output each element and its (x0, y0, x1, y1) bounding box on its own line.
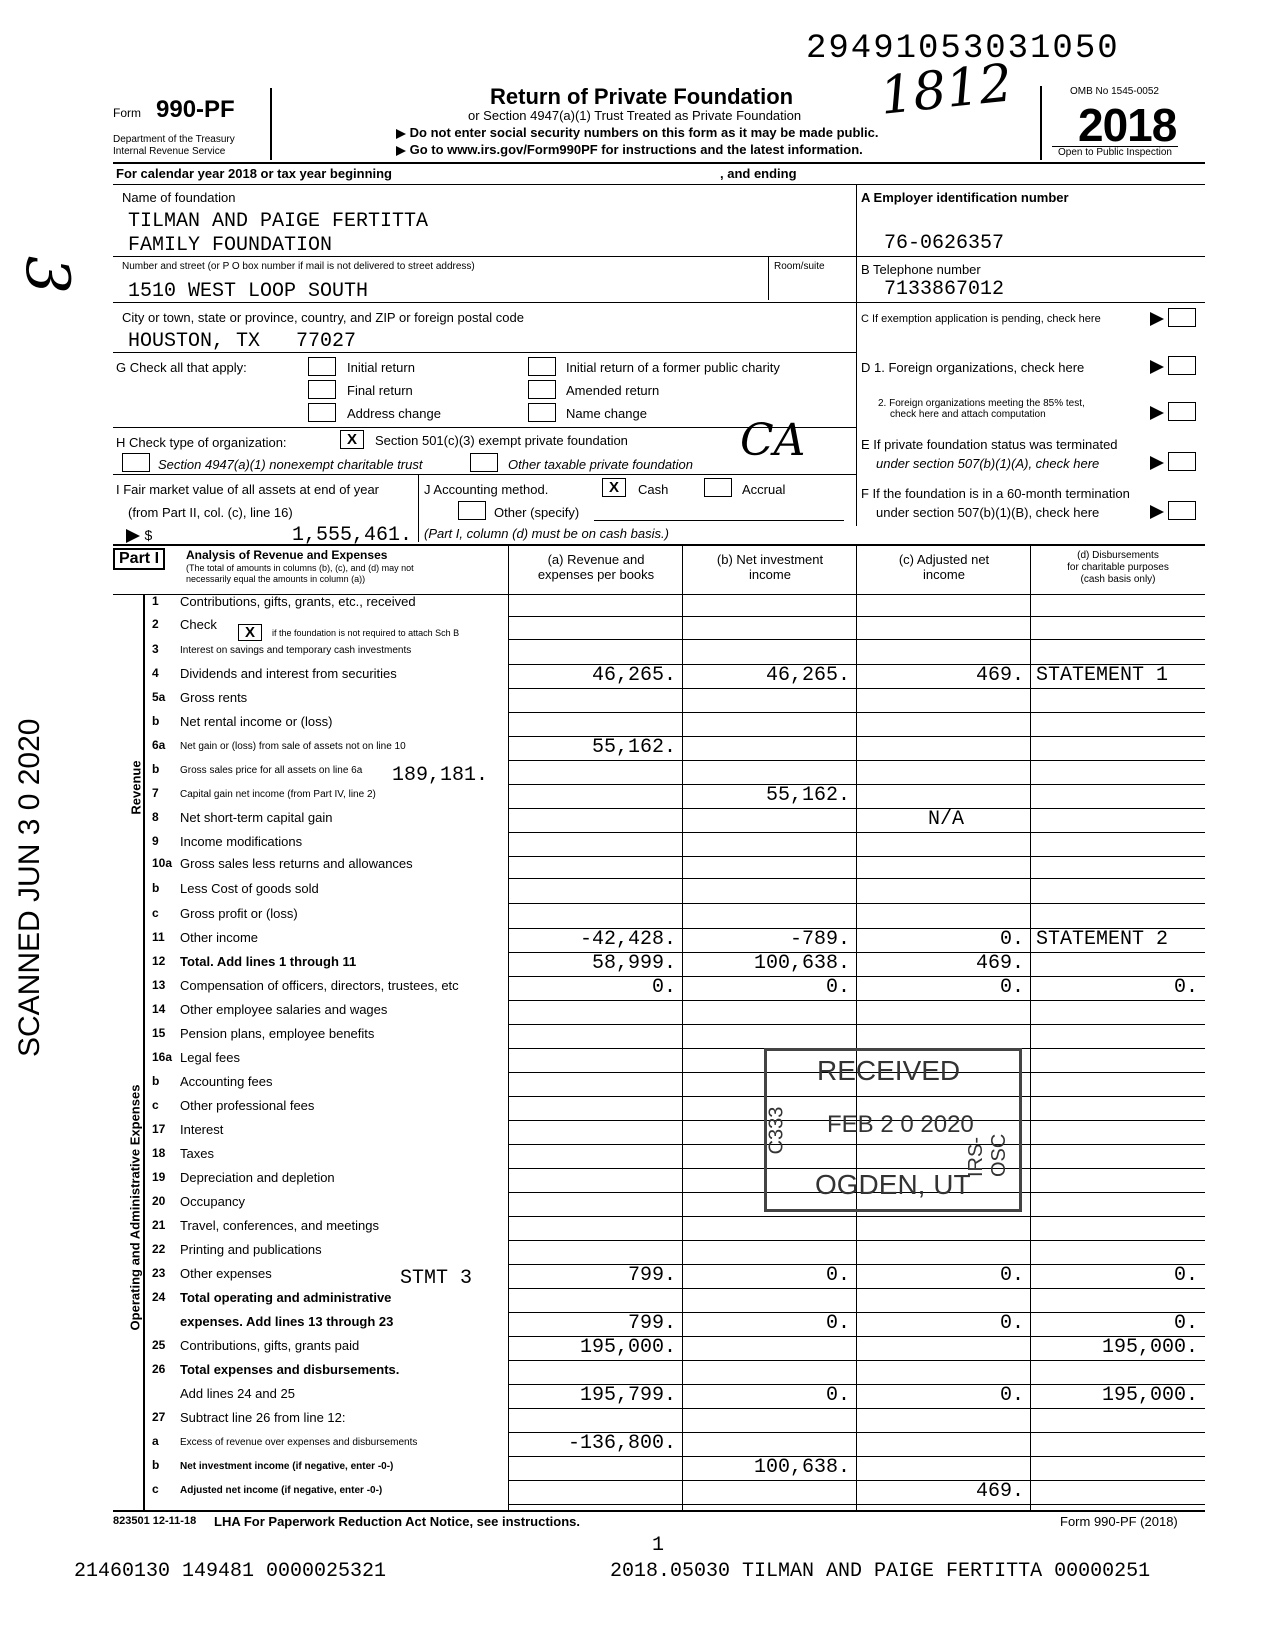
line-number: 4 (152, 666, 159, 680)
line-number: b (152, 1074, 160, 1088)
line-label: Gross rents (180, 690, 248, 705)
line-label: Compensation of officers, directors, trustees, etc (180, 978, 459, 993)
line-number: 24 (152, 1290, 166, 1304)
expenses-side-label: Operating and Administrative Expenses (127, 1084, 143, 1331)
part1-title: Analysis of Revenue and Expenses (186, 548, 388, 562)
line-label: Interest (180, 1122, 224, 1137)
cell-a: 799. (627, 1312, 676, 1335)
line-number: c (152, 1482, 159, 1496)
arrow-icon (1150, 456, 1164, 470)
cell-b: 0. (825, 1384, 850, 1407)
line-number: 22 (152, 1242, 166, 1256)
cell-d: STATEMENT 1 (1036, 664, 1169, 687)
line-number: 1 (152, 594, 159, 608)
row-rule (508, 688, 1205, 689)
cell-b: 100,638. (753, 1456, 850, 1479)
line-number: 11 (152, 930, 165, 944)
cell-d: 0. (1173, 1312, 1198, 1335)
line-label: Occupancy (180, 1194, 246, 1209)
line-number: b (152, 881, 160, 895)
address-change-checkbox[interactable] (308, 403, 336, 422)
line-label: Total operating and administrative (180, 1290, 392, 1305)
line-number: 17 (152, 1122, 166, 1136)
line-label: Income modifications (180, 834, 303, 849)
cell-b: 55,162. (765, 784, 850, 807)
org-type-label: H Check type of organization: (116, 435, 287, 450)
street-label: Number and street (or P O box number if mail is not delivered to street address) (122, 261, 475, 272)
row-rule (508, 1480, 1205, 1481)
line-label: Travel, conferences, and meetings (180, 1218, 379, 1233)
initial-return-label: Initial return (347, 360, 415, 375)
line-number: 15 (152, 1026, 166, 1040)
line-number: 5a (152, 690, 166, 704)
handwritten-side-mark: 3 (12, 255, 83, 295)
cell-d: 195,000. (1101, 1336, 1198, 1359)
sixty-month-label: F If the foundation is in a 60-month termination (861, 486, 1130, 501)
row-rule (508, 832, 1205, 833)
cell-b: 0. (825, 1264, 850, 1287)
notice-ssn: Do not enter social security numbers on this form as it may be made public. (396, 125, 878, 140)
section-4947-label: Section 4947(a)(1) nonexempt charitable trust (158, 457, 423, 472)
line-label: Interest on savings and temporary cash investments (180, 645, 412, 656)
line-label: Excess of revenue over expenses and disbursements (180, 1437, 418, 1448)
handwritten-ca-mark: CA (740, 415, 806, 466)
line-number: 20 (152, 1194, 166, 1208)
initial-return-checkbox[interactable] (308, 357, 336, 376)
line-number: 2 (152, 617, 159, 631)
line-label: Legal fees (180, 1050, 240, 1065)
line-label: Other expenses (180, 1266, 272, 1281)
row-rule (508, 1456, 1205, 1457)
part1-badge: Part I (113, 548, 165, 570)
dept-irs: Internal Revenue Service (113, 146, 226, 157)
line-label: Contributions, gifts, grants, etc., received (180, 594, 416, 609)
section-4947-checkbox[interactable] (122, 453, 150, 472)
row-rule (508, 1216, 1205, 1217)
fmv-label: I Fair market value of all assets at end of year (116, 482, 380, 497)
street-address: 1510 WEST LOOP SOUTH (128, 280, 369, 303)
final-return-checkbox[interactable] (308, 380, 336, 399)
sch-b-note: if the foundation is not required to attach Sch B (272, 628, 460, 638)
line-number: b (152, 762, 160, 776)
line-number: 3 (152, 642, 159, 656)
row-rule (508, 712, 1205, 713)
line-number: a (152, 1434, 159, 1448)
footer-line-right: 2018.05030 TILMAN AND PAIGE FERTITTA 00000251 (610, 1560, 1151, 1583)
col-d-header: (d) Disbursements for charitable purposes (cash basis only) (1067, 550, 1169, 585)
line-label: Subtract line 26 from line 12: (180, 1410, 346, 1425)
line-label: Gross sales price for all assets on line 6a (180, 765, 363, 776)
line-number: 14 (152, 1002, 166, 1016)
city-state-zip: HOUSTON, TX 77027 (128, 330, 357, 353)
line-label: Net gain or (loss) from sale of assets not on line 10 (180, 741, 406, 752)
line-number: 10a (152, 856, 173, 870)
stmt3-ref: STMT 3 (400, 1267, 473, 1290)
cell-a: 58,999. (591, 952, 676, 975)
row-rule (508, 808, 1205, 809)
section-501c3-label: Section 501(c)(3) exempt private foundation (375, 433, 628, 448)
name-change-label: Name change (566, 406, 647, 421)
row-rule (508, 903, 1205, 904)
cell-a: -42,428. (579, 928, 676, 951)
exemption-pending-arrow (1150, 310, 1164, 328)
line-label: Gross profit or (loss) (180, 906, 298, 921)
line-label: expenses. Add lines 13 through 23 (180, 1314, 394, 1329)
handwritten-number-1812: 1812 (877, 53, 1016, 127)
and-ending-label: , and ending (720, 166, 797, 181)
arrow-icon (1150, 505, 1164, 519)
other-method-label: Other (specify) (494, 505, 580, 520)
initial-return-former-charity-checkbox[interactable] (528, 357, 556, 376)
arrow-icon (1150, 406, 1164, 420)
cell-b: 0. (825, 976, 850, 999)
status-terminated-label: E If private foundation status was terminated (861, 437, 1118, 452)
foundation-name-line1: TILMAN AND PAIGE FERTITTA (128, 210, 429, 233)
document-locator-number: 29491053031050 (806, 30, 1120, 68)
open-public-inspection: Open to Public Inspection (1052, 146, 1178, 158)
line-label: Check (180, 617, 217, 632)
part1-subtitle2: necessarily equal the amounts in column (a)) (186, 574, 366, 584)
cell-c: 469. (975, 664, 1024, 687)
fmv-label2: (from Part II, col. (c), line 16) (128, 505, 293, 520)
cell-d: 0. (1173, 976, 1198, 999)
status-terminated-label2: under section 507(b)(1)(A), check here (876, 456, 1100, 471)
line-label: Taxes (180, 1146, 214, 1161)
cell-c: 469. (975, 1480, 1024, 1503)
accrual-label: Accrual (742, 482, 786, 497)
cell-d: STATEMENT 2 (1036, 928, 1169, 951)
section-501c3-checkbox[interactable]: X (340, 430, 364, 449)
line-label: Less Cost of goods sold (180, 881, 319, 896)
received-stamp (764, 1048, 1022, 1212)
row-rule (508, 1024, 1205, 1025)
footer-line-left: 21460130 149481 0000025321 (74, 1560, 387, 1583)
scanned-stamp: SCANNED JUN 3 0 2020 (13, 718, 46, 1057)
line-number: 23 (152, 1266, 166, 1280)
foreign-org-label: D 1. Foreign organizations, check here (861, 360, 1085, 375)
cell-a: -136,800. (567, 1432, 676, 1455)
tax-year: 2018 (1078, 99, 1177, 151)
cell-c: 0. (999, 1384, 1024, 1407)
cell-a: 195,000. (579, 1336, 676, 1359)
cell-b: 0. (825, 1312, 850, 1335)
name-change-checkbox[interactable] (528, 403, 556, 422)
line-label: Capital gain net income (from Part IV, line 2) (180, 789, 376, 800)
foreign-85-label2: check here and attach computation (890, 409, 1046, 420)
revenue-side-label: Revenue (128, 760, 144, 815)
line-label: Depreciation and depletion (180, 1170, 335, 1185)
sixty-month-checkbox[interactable] (1168, 501, 1196, 520)
line-number: b (152, 1458, 160, 1472)
received-date: FEB 2 0 2020 (827, 1111, 974, 1138)
line-number: 26 (152, 1362, 166, 1376)
foreign-85-label: 2. Foreign organizations meeting the 85% test, (878, 398, 1085, 409)
line-label: Total expenses and disbursements. (180, 1362, 400, 1377)
exemption-pending-label: C If exemption application is pending, check here (861, 313, 1101, 325)
line-label: Net rental income or (loss) (180, 714, 333, 729)
cell-a: 55,162. (591, 736, 676, 759)
footer-code: 823501 12-11-18 (113, 1515, 197, 1527)
sch-b-checkbox[interactable]: X (238, 624, 262, 641)
exemption-pending-checkbox[interactable] (1168, 308, 1196, 327)
cell-d: 0. (1173, 1264, 1198, 1287)
accrual-checkbox[interactable] (704, 478, 732, 497)
line-label: Accounting fees (180, 1074, 273, 1089)
phone-value: 7133867012 (884, 278, 1005, 301)
cash-basis-note: (Part I, column (d) must be on cash basis.) (424, 526, 669, 541)
initial-return-former-charity-label: Initial return of a former public charity (566, 360, 780, 375)
foundation-name-line2: FAMILY FOUNDATION (128, 234, 333, 257)
page-number: 1 (652, 1534, 665, 1557)
cell-b: -789. (789, 928, 850, 951)
cash-checkbox[interactable]: X (602, 478, 626, 497)
received-text: RECEIVED (817, 1055, 961, 1086)
cell-b: 46,265. (765, 664, 850, 687)
footer-form-ref: Form 990-PF (2018) (1060, 1514, 1178, 1529)
line-label: Total. Add lines 1 through 11 (180, 954, 357, 969)
other-taxable-checkbox[interactable] (470, 453, 498, 472)
line-label: Other income (180, 930, 259, 945)
amended-return-label: Amended return (566, 383, 660, 398)
ein-label: A Employer identification number (861, 190, 1069, 205)
arrow-icon (1150, 360, 1164, 374)
line-label: Pension plans, employee benefits (180, 1026, 375, 1041)
line-label: Other professional fees (180, 1098, 315, 1113)
cell-c: 0. (999, 976, 1024, 999)
cash-label: Cash (638, 482, 669, 497)
form-subtitle: or Section 4947(a)(1) Trust Treated as Private Foundation (468, 108, 802, 123)
row-rule (508, 1408, 1205, 1409)
arrow-icon (396, 146, 406, 156)
cell-b: 100,638. (753, 952, 850, 975)
sixty-month-label2: under section 507(b)(1)(B), check here (876, 505, 1100, 520)
row-rule (508, 1360, 1205, 1361)
part1-subtitle1: (The total of amounts in columns (b), (c), and (d) may not (186, 563, 414, 573)
other-method-checkbox[interactable] (458, 501, 486, 520)
cell-c: 469. (975, 952, 1024, 975)
cell-d: 195,000. (1101, 1384, 1198, 1407)
cell-c: 0. (999, 928, 1024, 951)
line-number: c (152, 1098, 159, 1112)
final-return-label: Final return (347, 383, 413, 398)
foreign-org-checkbox[interactable] (1168, 356, 1196, 375)
line-label: Add lines 24 and 25 (180, 1386, 295, 1401)
line-number: 19 (152, 1170, 166, 1184)
line-label: Printing and publications (180, 1242, 322, 1257)
arrow-icon (396, 129, 406, 139)
form-title: Return of Private Foundation (490, 84, 794, 109)
line-number: c (152, 906, 159, 920)
address-change-label: Address change (347, 406, 441, 421)
calendar-year-label: For calendar year 2018 or tax year beginning (116, 166, 393, 181)
line-label: Other employee salaries and wages (180, 1002, 388, 1017)
line-number: b (152, 714, 160, 728)
received-city: OGDEN, UT (815, 1169, 971, 1200)
foreign-85-checkbox[interactable] (1168, 402, 1196, 421)
gross-sales-value: 189,181. (391, 764, 488, 787)
cell-a: 46,265. (591, 664, 676, 687)
line-number: 21 (152, 1218, 166, 1232)
line-label: Gross sales less returns and allowances (180, 856, 413, 871)
received-right-code: IRS-OSC (965, 1133, 1010, 1177)
col-c-header: (c) Adjusted net income (898, 552, 990, 582)
col-b-header: (b) Net investment income (716, 552, 824, 582)
status-terminated-checkbox[interactable] (1168, 452, 1196, 471)
cell-a: 195,799. (579, 1384, 676, 1407)
cell-c: 0. (999, 1312, 1024, 1335)
row-rule (508, 784, 1205, 785)
ein-value: 76-0626357 (884, 232, 1005, 255)
fmv-value: 1,555,461. (291, 524, 412, 547)
line-number: 12 (152, 954, 166, 968)
line-label: Adjusted net income (if negative, enter -0-) (180, 1485, 383, 1496)
dept-treasury: Department of the Treasury (113, 134, 235, 145)
line-label: Net investment income (if negative, enter -0-) (180, 1461, 394, 1472)
city-label: City or town, state or province, country, and ZIP or foreign postal code (122, 310, 524, 325)
line-label: Net short-term capital gain (180, 810, 333, 825)
accounting-method-label: J Accounting method. (424, 482, 549, 497)
name-of-foundation-label: Name of foundation (122, 190, 236, 205)
line-number: 13 (152, 978, 166, 992)
line-number: 6a (152, 738, 166, 752)
cell-c: 0. (999, 1264, 1024, 1287)
line-label: Dividends and interest from securities (180, 666, 397, 681)
other-taxable-label: Other taxable private foundation (508, 457, 694, 472)
row-rule (508, 639, 1205, 640)
received-left-code: C333 (765, 1106, 788, 1155)
row-rule (508, 856, 1205, 857)
row-rule (508, 878, 1205, 879)
row-rule (508, 616, 1205, 617)
col-a-header: (a) Revenue and expenses per books (537, 552, 655, 582)
fmv-arrow: $ (126, 527, 152, 545)
check-all-label: G Check all that apply: (116, 360, 247, 375)
line-label: Contributions, gifts, grants paid (180, 1338, 360, 1353)
notice-website: Go to www.irs.gov/Form990PF for instructions and the latest information. (396, 142, 863, 157)
row-rule (508, 1288, 1205, 1289)
omb-number: OMB No 1545-0052 (1070, 86, 1159, 97)
row-rule (508, 1504, 1205, 1505)
line-number: 25 (152, 1338, 166, 1352)
row-rule (508, 1240, 1205, 1241)
amended-return-checkbox[interactable] (528, 380, 556, 399)
phone-label: B Telephone number (861, 262, 981, 277)
row-rule (508, 760, 1205, 761)
line-number: 8 (152, 810, 159, 824)
cell-a: 0. (651, 976, 676, 999)
cell-a: 799. (627, 1264, 676, 1287)
room-suite-label: Room/suite (774, 261, 825, 272)
line-number: 27 (152, 1410, 166, 1424)
footer-lha: LHA For Paperwork Reduction Act Notice, see instructions. (214, 1514, 580, 1529)
form-label: Form (113, 106, 141, 120)
form-number: 990-PF (156, 96, 235, 123)
cell-c: N/A (927, 808, 964, 831)
line-number: 9 (152, 834, 159, 848)
line-number: 18 (152, 1146, 166, 1160)
row-rule (508, 1000, 1205, 1001)
line-number: 16a (152, 1050, 173, 1064)
line-number: 7 (152, 786, 159, 800)
